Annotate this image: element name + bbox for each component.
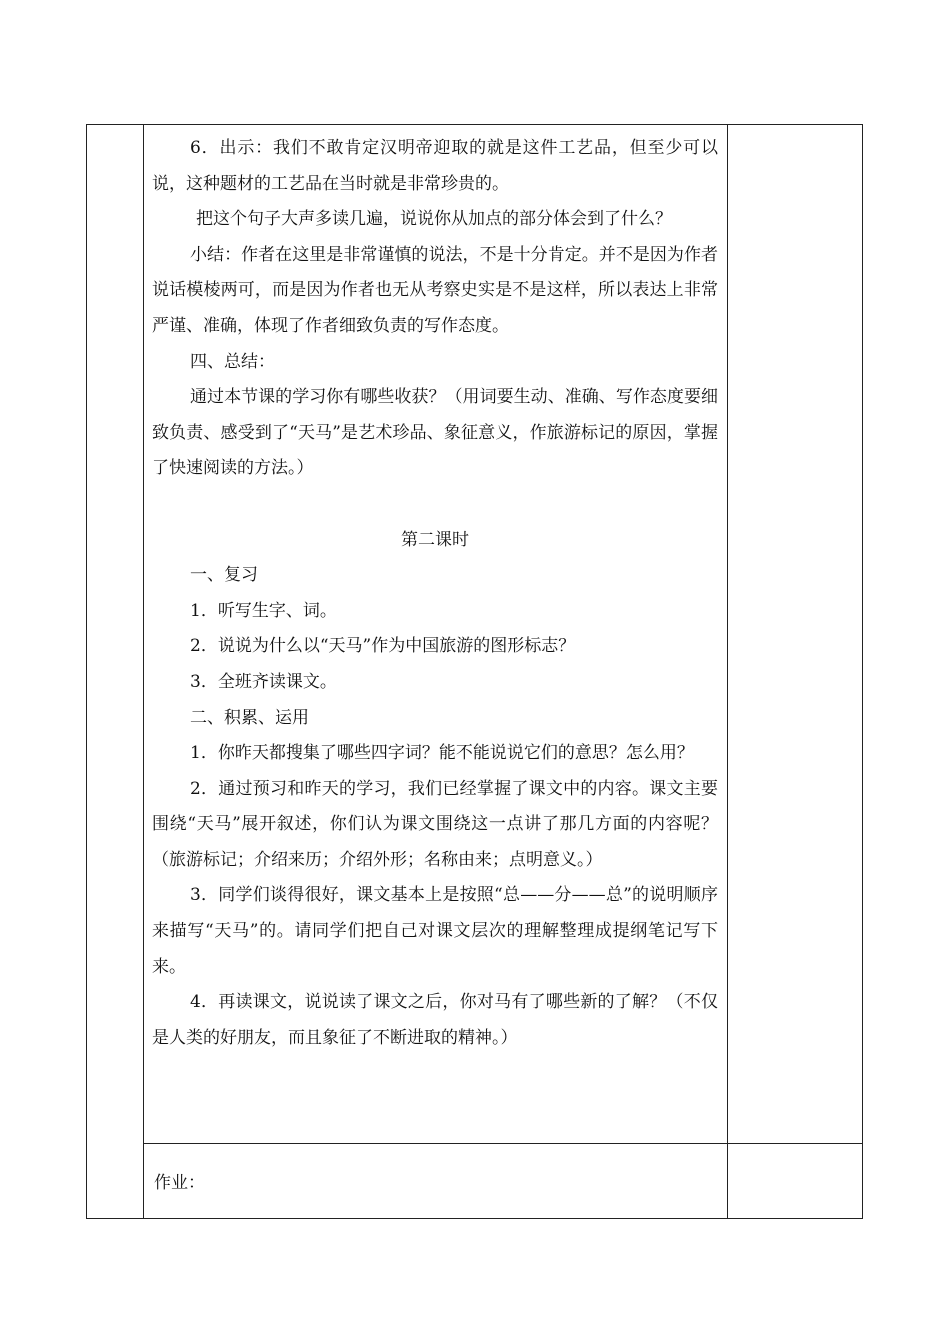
section-heading: 四、总结： bbox=[190, 351, 275, 372]
lesson-content bbox=[152, 131, 718, 1056]
list-item: 3．同学们谈得很好，课文基本上是按照“总——分——总”的说明顺序来描写“天马”的。请同学们把自己对课文层次的理解整理成提纲笔记写下来。 bbox=[152, 885, 718, 977]
list-item: 3．全班齐读课文。 bbox=[190, 671, 337, 692]
list-item: 1．听写生字、词。 bbox=[190, 600, 337, 621]
table-column-divider bbox=[143, 125, 144, 1218]
paragraph: 把这个句子大声多读几遍，说说你从加点的部分体会到了什么？ bbox=[196, 209, 672, 230]
list-item: 2．通过预习和昨天的学习，我们已经掌握了课文中的内容。课文主要围绕“天马”展开叙述，你们认为课文围绕这一点讲了那几方面的内容呢？（旅游标记；介绍来历；介绍外形；名称由来；点明意义。） bbox=[152, 778, 718, 870]
section-title: 第二课时 bbox=[401, 529, 469, 550]
section-heading: 一、复习 bbox=[190, 565, 258, 586]
list-item: 2．说说为什么以“天马”作为中国旅游的图形标志？ bbox=[190, 636, 576, 657]
list-item: 1．你昨天都搜集了哪些四字词？能不能说说它们的意思？怎么用？ bbox=[190, 743, 694, 764]
section-heading: 二、积累、运用 bbox=[190, 707, 309, 728]
paragraph: 小结：作者在这里是非常谨慎的说法，不是十分肯定。并不是因为作者说话模棱两可，而是因为作者也无从考察史实是不是这样，所以表达上非常严谨、准确，体现了作者细致负责的写作态度。 bbox=[152, 244, 718, 336]
paragraph: 通过本节课的学习你有哪些收获？（用词要生动、准确、写作态度要细致负责、感受到了“天马”是艺术珍品、象征意义，作旅游标记的原因，掌握了快速阅读的方法。） bbox=[152, 387, 718, 479]
paragraph: 6．出示：我们不敢肯定汉明帝迎取的就是这件工艺品，但至少可以说，这种题材的工艺品在当时就是非常珍贵的。 bbox=[152, 138, 718, 194]
homework-label: 作业： bbox=[154, 1173, 205, 1193]
table-column-divider bbox=[727, 125, 728, 1218]
list-item: 4．再读课文，说说读了课文之后，你对马有了哪些新的了解？（不仅是人类的好朋友，而且象征了不断进取的精神。） bbox=[152, 992, 718, 1048]
table-row-divider bbox=[143, 1143, 862, 1144]
